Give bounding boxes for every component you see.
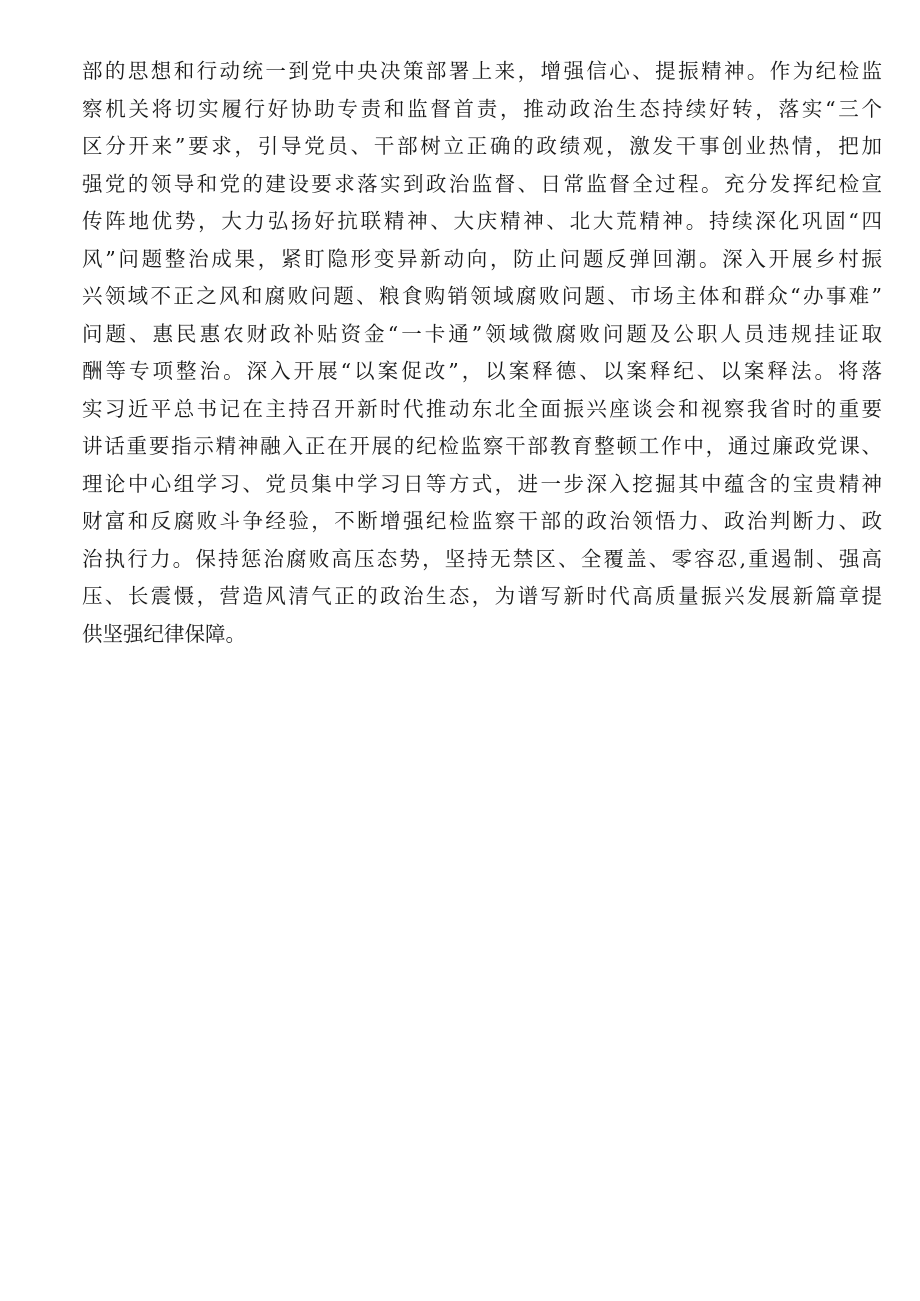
paragraph-line: 风”问题整治成果，紧盯隐形变异新动向，防止问题反弹回潮。深入开展乡村振 bbox=[82, 246, 882, 271]
paragraph-line: 传阵地优势，大力弘扬好抗联精神、大庆精神、北大荒精神。持续深化巩固“四 bbox=[82, 209, 882, 233]
paragraph-line: 察机关将切实履行好协助专责和监督首责，推动政治生态持续好转，落实“三个 bbox=[82, 96, 882, 121]
paragraph-line: 区分开来”要求，引导党员、干部树立正确的政绩观，激发干事创业热情，把加 bbox=[82, 134, 882, 158]
paragraph-line: 部的思想和行动统一到党中央决策部署上来，增强信心、提振精神。作为纪检监 bbox=[82, 59, 882, 83]
paragraph-line: 酬等专项整治。深入开展“以案促改”，以案释德、以案释纪、以案释法。将落 bbox=[82, 359, 882, 383]
paragraph-line: 治执行力。保持惩治腐败高压态势，坚持无禁区、全覆盖、零容忍,重遏制、强高 bbox=[82, 546, 882, 571]
paragraph-line: 供坚强纪律保障。 bbox=[82, 621, 246, 646]
paragraph-line: 压、长震慑，营造风清气正的政治生态，为谱写新时代高质量振兴发展新篇章提 bbox=[82, 584, 882, 608]
body-paragraph bbox=[82, 53, 882, 653]
paragraph-line: 强党的领导和党的建设要求落实到政治监督、日常监督全过程。充分发挥纪检宣 bbox=[82, 171, 882, 196]
paragraph-line: 讲话重要指示精神融入正在开展的纪检监察干部教育整顿工作中，通过廉政党课、 bbox=[82, 434, 882, 458]
paragraph-line: 兴领域不正之风和腐败问题、粮食购销领域腐败问题、市场主体和群众“办事难” bbox=[82, 284, 882, 308]
paragraph-line: 财富和反腐败斗争经验，不断增强纪检监察干部的政治领悟力、政治判断力、政 bbox=[82, 509, 882, 533]
paragraph-line: 理论中心组学习、党员集中学习日等方式，进一步深入挖掘其中蕴含的宝贵精神 bbox=[82, 471, 882, 496]
paragraph-line: 问题、惠民惠农财政补贴资金“一卡通”领域微腐败问题及公职人员违规挂证取 bbox=[82, 321, 882, 346]
paragraph-line: 实习近平总书记在主持召开新时代推动东北全面振兴座谈会和视察我省时的重要 bbox=[82, 396, 882, 421]
